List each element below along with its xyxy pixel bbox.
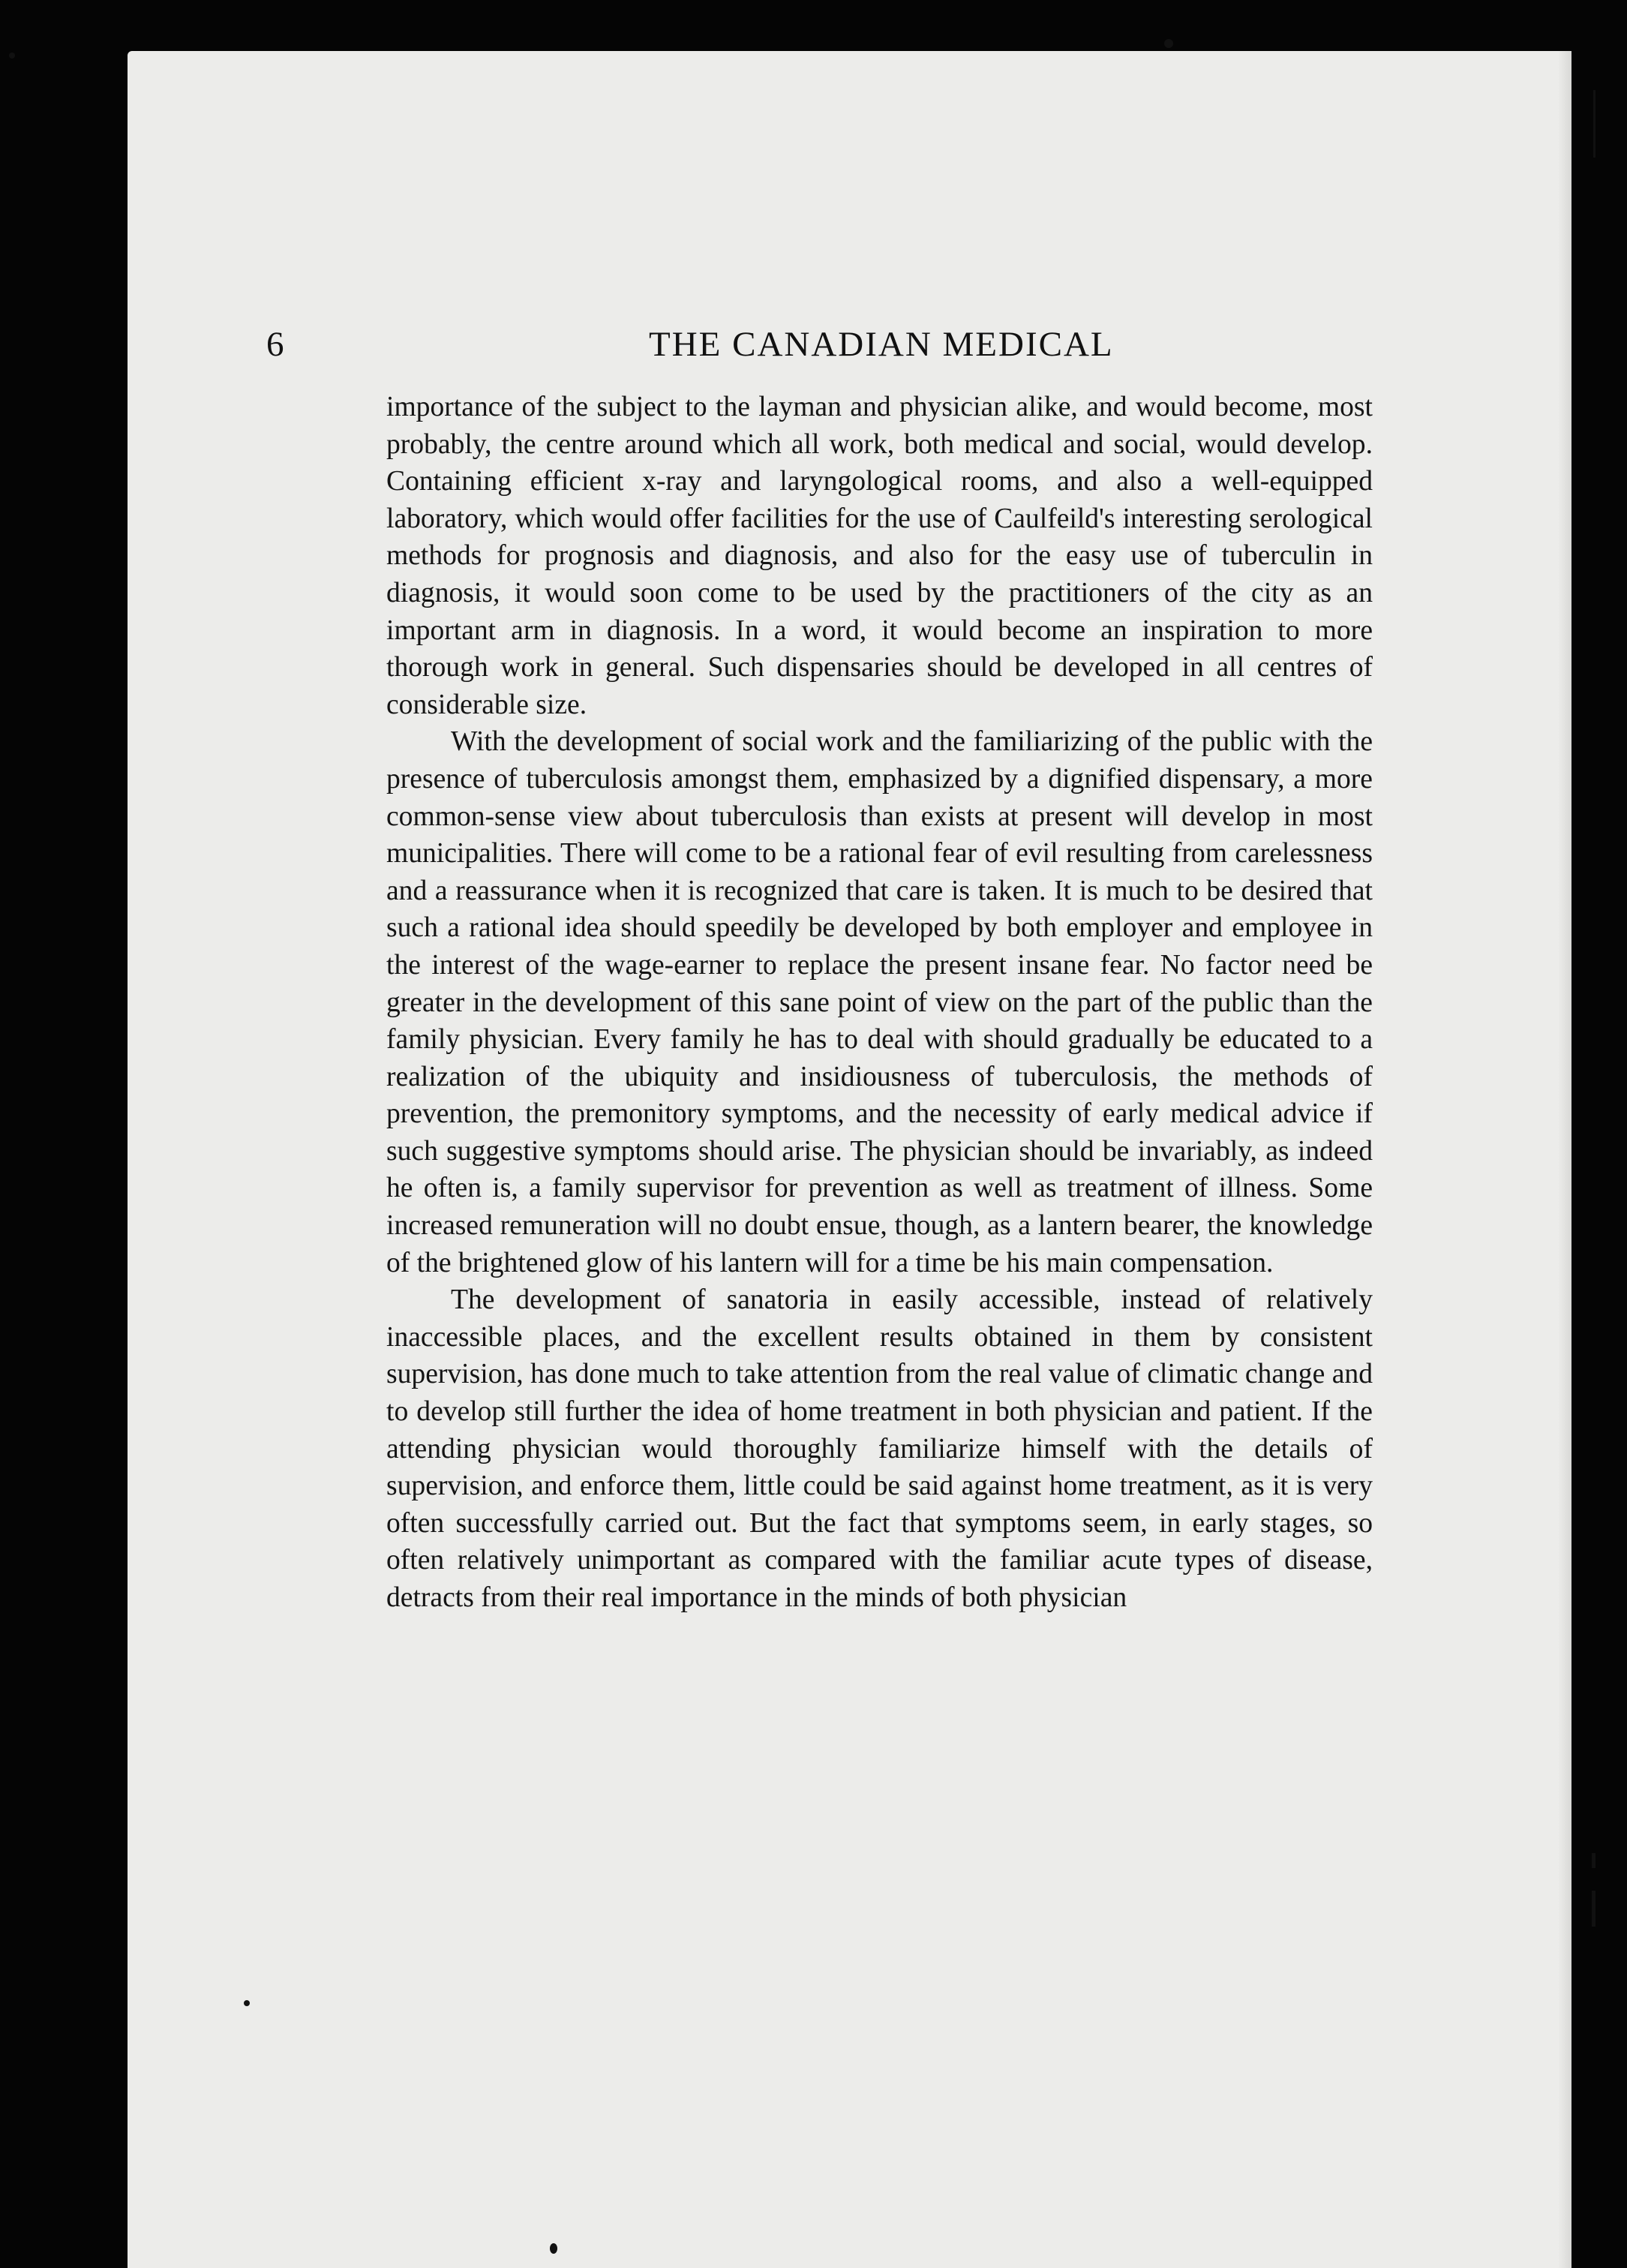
scan-speck bbox=[9, 53, 15, 59]
scan-edge-mark bbox=[1592, 1891, 1595, 1927]
page-header bbox=[266, 324, 1376, 372]
page-edge-shadow bbox=[1558, 51, 1571, 2268]
scan-edge-mark bbox=[1593, 90, 1595, 158]
paragraph-3: The development of sanatoria in easily accessible, instead of relatively inaccessible places, and the excellent results obtained in them by consistent supervision, has done much to take attention from the real value of climatic change and to develop still further the idea of home treatment in both physician and patient. If the attending physician would thoroughly familiarize himself with the details of supervision, and enforce them, little could be said against home treatment, as it is very often successfully carried out. But the fact that symptoms seem, in early stages, so often relatively unimportant as compared with the familiar acute types of disease, detracts from their real importance in the minds of both physician bbox=[386, 1284, 1373, 1613]
scan-speck bbox=[1164, 39, 1173, 48]
paragraph-1: importance of the subject to the layman and physician alike, and would become, most probably, the centre around which all work, both medical and social, would develop. Containing efficient x-ray and laryngological rooms, and also a well-equipped laboratory, which would offer facilities for the use of Caulfeild's interesting serological methods for prognosis and diagnosis, and also for the easy use of tuberculin in diagnosis, it would soon come to be used by the practitioners of the city as an important arm in diagnosis. In a word, it would become an inspiration to more thorough work in general. Such dispensaries should be developed in all centres of considerable size. bbox=[386, 392, 1373, 720]
page-number: 6 bbox=[266, 325, 285, 364]
running-title: THE CANADIAN MEDICAL bbox=[649, 325, 1114, 364]
scan-speck bbox=[244, 2000, 250, 2006]
body-text bbox=[386, 389, 1373, 1617]
scan-speck bbox=[550, 2243, 557, 2254]
paragraph-2: With the development of social work and the familiarizing of the public with the presence of tuberculosis amongst them, emphasized by a dignified dispensary, a more common-sense view about tuberculosis than exists at present will develop in most municipalities. There will come to be a rational fear of evil resulting from carelessness and a reassurance when it is recognized that care is taken. It is much to be desired that such a rational idea should speedily be developed by both employer and employee in the interest of the wage-earner to replace the present insane fear. No factor need be greater in the development of this sane point of view on the part of the public than the family physician. Every family he has to deal with should gradually be educated to a realization of the ubiquity and insidiousness of tuberculosis, the methods of prevention, the premonitory symptoms, and the necessity of early medical advice if such suggestive symptoms should arise. The physician should be invariably, as indeed he often is, a family supervisor for prevention as well as treatment of illness. Some increased remuneration will no doubt ensue, though, as a lantern bearer, the knowledge of the brightened glow of his lantern will for a time be his main compensation. bbox=[386, 726, 1373, 1278]
scan-edge-mark bbox=[1592, 1853, 1595, 1868]
